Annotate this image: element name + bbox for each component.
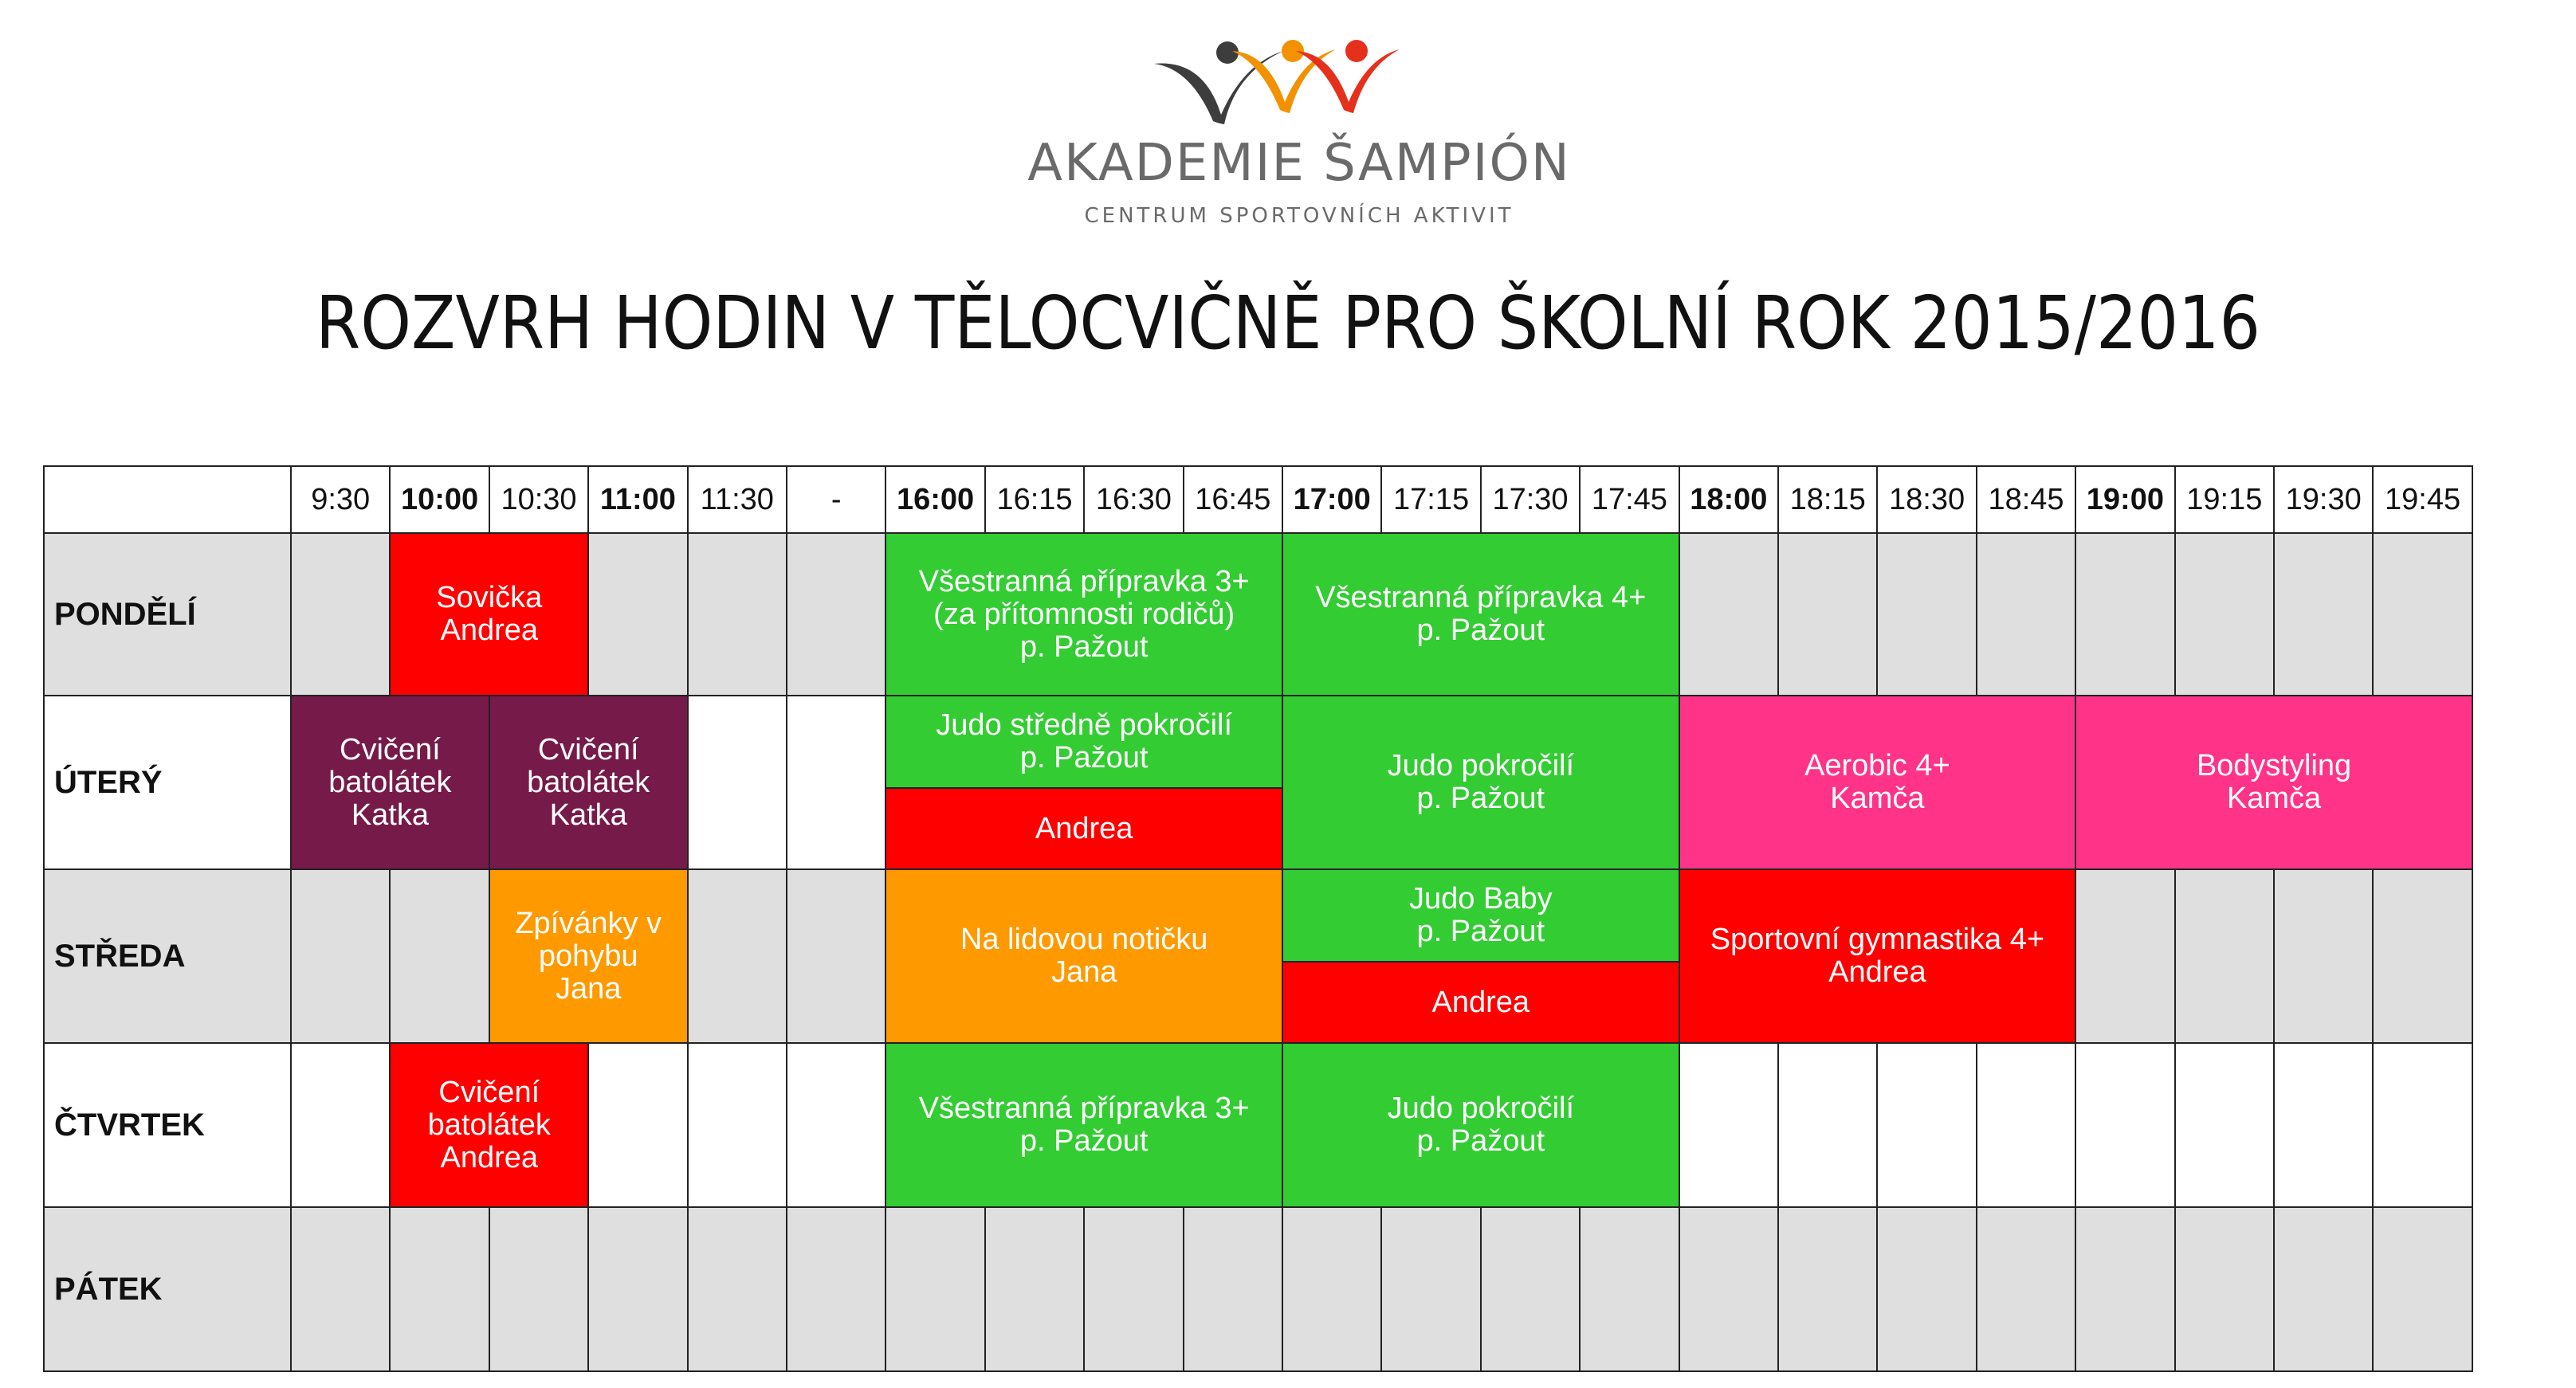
empty-slot [2273,532,2374,696]
empty-slot [2372,1042,2472,1208]
class-text-line: p. Pažout [1019,1124,1149,1158]
table-corner [43,465,292,534]
time-header: 16:00 [885,465,985,534]
empty-slot [290,868,391,1044]
class-block [885,532,1283,696]
class-text-line: Zpívánky v [515,906,662,940]
class-text-line: Cvičení [438,1075,540,1109]
empty-slot [489,1206,589,1372]
class-text-line: p. Pažout [1019,741,1149,774]
class-block [489,868,689,1044]
empty-slot [786,868,886,1044]
empty-slot [2174,532,2275,696]
empty-slot [1777,532,1878,696]
empty-slot [2273,1042,2374,1208]
class-text-line: Judo Baby [1409,882,1553,916]
empty-slot [687,868,787,1044]
empty-slot [1976,532,2076,696]
time-header: 16:30 [1083,465,1184,534]
time-header: 9:30 [290,465,391,534]
empty-slot [587,1206,688,1372]
class-text-line: (za přítomnosti rodičů) [933,597,1235,631]
day-label: STŘEDA [43,868,292,1044]
class-text-line: p. Pažout [1416,915,1545,948]
empty-slot [1183,1206,1283,1372]
empty-slot [786,1206,886,1372]
time-header: 11:00 [587,465,688,534]
day-label: ÚTERÝ [43,695,292,870]
brand-logo [1020,29,1578,244]
empty-slot [290,1206,391,1372]
time-header: 11:30 [687,465,787,534]
empty-slot [2075,1206,2175,1372]
class-text-line: Andrea [440,1140,539,1174]
class-text-line: Jana [1050,955,1117,989]
class-text-line: p. Pažout [1416,1124,1545,1158]
empty-slot [2075,1042,2175,1208]
class-text-line: Cvičení [537,732,639,767]
class-block [389,532,589,696]
class-text-line: Judo středně pokročilí [936,708,1233,742]
class-block [1679,868,2077,1044]
class-text-line: Sportovní gymnastika 4+ [1710,923,2045,956]
empty-slot [2174,868,2275,1044]
empty-slot [1480,1206,1581,1372]
class-text-line: Jana [555,971,622,1006]
time-header: 17:15 [1380,465,1481,534]
time-header: 19:30 [2273,465,2374,534]
day-label: PÁTEK [43,1206,292,1372]
empty-slot [1083,1206,1184,1372]
class-text-line: Na lidovou notičku [960,923,1208,956]
time-header: 19:00 [2075,465,2175,534]
class-text-line: p. Pažout [1019,629,1149,664]
empty-slot [786,532,886,696]
class-text-line: Andrea [1431,985,1530,1019]
class-text-line: batolátek [527,765,650,799]
class-text-line: pohybu [538,939,638,973]
empty-slot [2075,532,2175,696]
empty-slot [2372,868,2472,1044]
empty-slot [984,1206,1085,1372]
empty-slot [1876,1206,1977,1372]
empty-slot [2273,1206,2374,1372]
logo-figures-icon [1148,29,1451,132]
class-text-line: batolátek [328,765,452,799]
empty-slot [786,695,886,870]
day-label: ČTVRTEK [43,1042,292,1208]
class-block [885,787,1283,870]
class-block [389,1042,589,1208]
class-text-line: Judo pokročilí [1387,1092,1575,1125]
empty-slot [1777,1206,1878,1372]
class-block [885,1042,1283,1208]
class-block [2075,695,2473,870]
empty-slot [290,532,391,696]
time-header: 18:45 [1976,465,2076,534]
empty-slot [2273,868,2374,1044]
class-text-line: p. Pažout [1416,782,1545,815]
class-text-line: Kamča [2226,782,2322,815]
time-header: 10:30 [489,465,589,534]
empty-slot [2372,532,2472,696]
class-text-line: Všestranná přípravka 3+ [918,1092,1250,1125]
empty-slot [1876,1042,1977,1208]
empty-slot [885,1206,985,1372]
time-header: 19:15 [2174,465,2275,534]
empty-slot [1777,1042,1878,1208]
class-text-line: Andrea [1828,955,1926,989]
class-text-line: Katka [351,798,429,832]
class-block [1282,868,1680,963]
class-block [885,868,1283,1044]
empty-slot [2174,1042,2275,1208]
empty-slot [1579,1206,1679,1372]
empty-slot [1876,532,1977,696]
time-header: - [786,465,886,534]
class-text-line: Andrea [1035,811,1133,845]
class-text-line: Katka [549,798,627,832]
class-block [1282,961,1680,1044]
class-text-line: Judo pokročilí [1387,749,1575,782]
time-header: 18:15 [1777,465,1878,534]
empty-slot [1976,1042,2076,1208]
time-header: 17:00 [1282,465,1382,534]
time-header: 17:45 [1579,465,1679,534]
empty-slot [786,1042,886,1208]
empty-slot [1380,1206,1481,1372]
empty-slot [290,1042,391,1208]
schedule-table [43,465,2560,1377]
class-text-line: batolátek [427,1108,551,1142]
empty-slot [687,1206,787,1372]
page-title: ROZVRH HODIN V TĚLOCVIČNĚ PRO ŠKOLNÍ ROK 2015/2016 [316,280,2260,366]
empty-slot [587,532,688,696]
class-block [1282,532,1680,696]
class-text-line: p. Pažout [1416,614,1545,647]
empty-slot [389,868,489,1044]
time-header: 18:30 [1876,465,1977,534]
empty-slot [587,1042,688,1208]
class-text-line: Sovička [436,581,543,614]
class-block [489,695,689,870]
empty-slot [1679,1042,1779,1208]
time-header: 18:00 [1679,465,1779,534]
empty-slot [2372,1206,2472,1372]
time-header: 19:45 [2372,465,2472,534]
empty-slot [1282,1206,1382,1372]
class-text-line: Bodystyling [2196,749,2352,782]
class-text-line: Aerobic 4+ [1804,749,1950,782]
empty-slot [687,1042,787,1208]
class-block [290,695,490,870]
time-header: 17:30 [1480,465,1581,534]
class-text-line: Kamča [1830,782,1925,815]
empty-slot [389,1206,489,1372]
class-block [1282,1042,1680,1208]
empty-slot [1976,1206,2076,1372]
brand-tagline: CENTRUM SPORTOVNÍCH AKTIVIT [1084,204,1514,228]
time-header: 10:00 [389,465,489,534]
empty-slot [687,532,787,696]
empty-slot [2075,868,2175,1044]
class-text-line: Všestranná přípravka 4+ [1315,581,1647,614]
class-block [885,695,1283,789]
empty-slot [2174,1206,2275,1372]
empty-slot [687,695,787,870]
class-text-line: Všestranná přípravka 3+ [918,564,1250,598]
day-label: PONDĚLÍ [43,532,292,696]
class-block [1679,695,2077,870]
class-text-line: Andrea [440,614,539,647]
class-block [1282,695,1680,870]
time-header: 16:45 [1183,465,1283,534]
time-header: 16:15 [984,465,1085,534]
brand-name: AKADEMIE ŠAMPIÓN [1027,134,1571,193]
empty-slot [1679,532,1779,696]
class-text-line: Cvičení [340,732,441,767]
empty-slot [1679,1206,1779,1372]
